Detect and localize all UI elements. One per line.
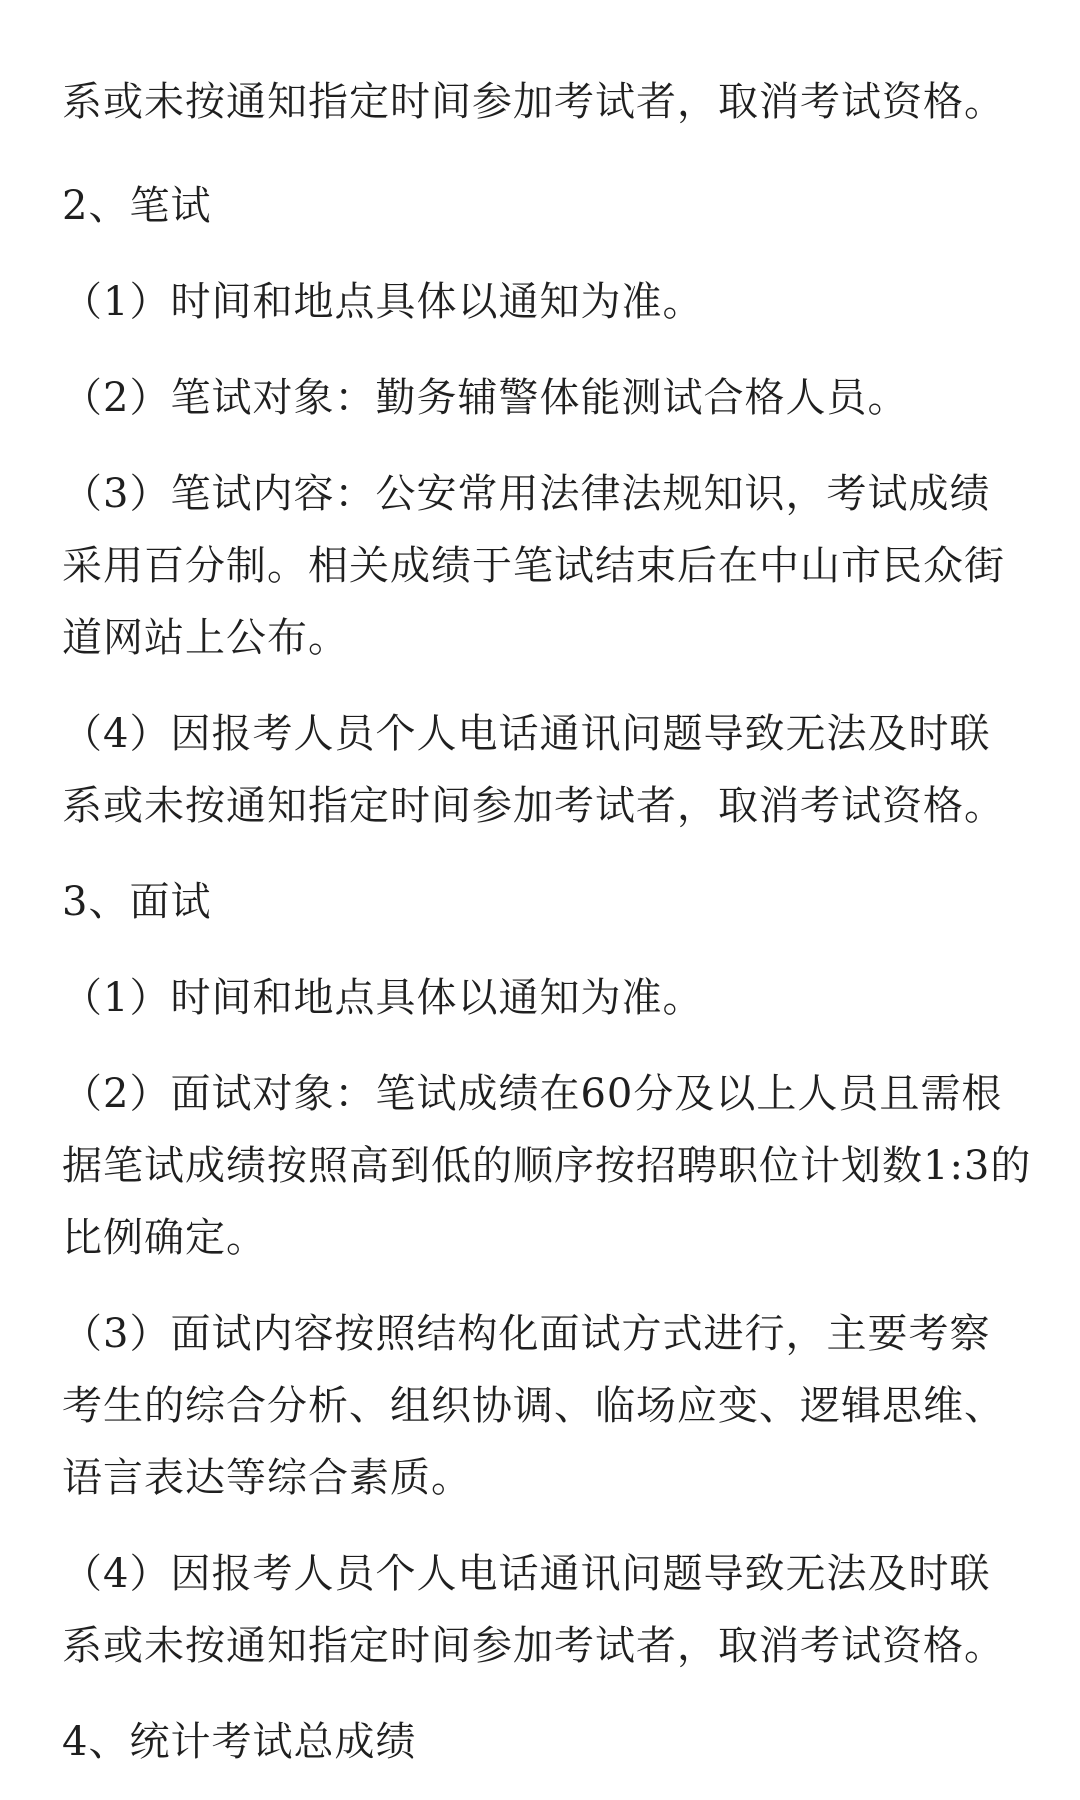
paragraph-line: （2）面试对象：笔试成绩在60分及以上人员且需根	[62, 1071, 1003, 1117]
paragraph-line: （4）因报考人员个人电话通讯问题导致无法及时联	[62, 1551, 991, 1597]
paragraph-gap	[62, 1514, 1022, 1538]
paragraph-gap	[62, 1274, 1022, 1298]
section-heading-written-exam: 2、笔试	[62, 183, 212, 229]
paragraph-gap	[62, 1034, 1022, 1058]
paragraph-gap	[62, 938, 1022, 962]
paragraph-gap	[62, 338, 1022, 362]
written-exam-item-2: （2）笔试对象：勤务辅警体能测试合格人员。	[62, 375, 909, 421]
paragraph-line: 道网站上公布。	[62, 615, 349, 661]
paragraph-line: （4）因报考人员个人电话通讯问题导致无法及时联	[62, 711, 991, 757]
written-exam-item-3	[62, 458, 1022, 674]
paragraph-gap	[62, 842, 1022, 866]
paragraph-line: 系或未按通知指定时间参加考试者，取消考试资格。	[62, 783, 1005, 829]
paragraph-gap	[62, 434, 1022, 458]
paragraph-line: （3）面试内容按照结构化面试方式进行，主要考察	[62, 1311, 991, 1357]
paragraph-line: 比例确定。	[62, 1215, 267, 1261]
paragraph-line: 采用百分制。相关成绩于笔试结束后在中山市民众街	[62, 543, 1005, 589]
paragraph-intro-tail: 系或未按通知指定时间参加考试者，取消考试资格。	[62, 79, 1005, 125]
interview-item-3	[62, 1298, 1022, 1514]
paragraph-line: （3）笔试内容：公安常用法律法规知识，考试成绩	[62, 471, 991, 517]
paragraph-line: 据笔试成绩按照高到低的顺序按招聘职位计划数1:3的	[62, 1143, 1032, 1189]
written-exam-item-1: （1）时间和地点具体以通知为准。	[62, 279, 704, 325]
written-exam-item-4	[62, 698, 1022, 842]
article-body	[62, 66, 1032, 1778]
paragraph-gap	[62, 138, 1022, 170]
interview-item-4	[62, 1538, 1022, 1682]
interview-item-2	[62, 1058, 1032, 1274]
paragraph-gap	[62, 674, 1022, 698]
section-heading-interview: 3、面试	[62, 879, 212, 925]
section-heading-total-score: 4、统计考试总成绩	[62, 1719, 417, 1765]
paragraph-line: 考生的综合分析、组织协调、临场应变、逻辑思维、	[62, 1383, 1005, 1429]
paragraph-gap	[62, 242, 1022, 266]
paragraph-line: 系或未按通知指定时间参加考试者，取消考试资格。	[62, 1623, 1005, 1669]
paragraph-line: 语言表达等综合素质。	[62, 1455, 472, 1501]
interview-item-1: （1）时间和地点具体以通知为准。	[62, 975, 704, 1021]
paragraph-gap	[62, 1682, 1022, 1706]
